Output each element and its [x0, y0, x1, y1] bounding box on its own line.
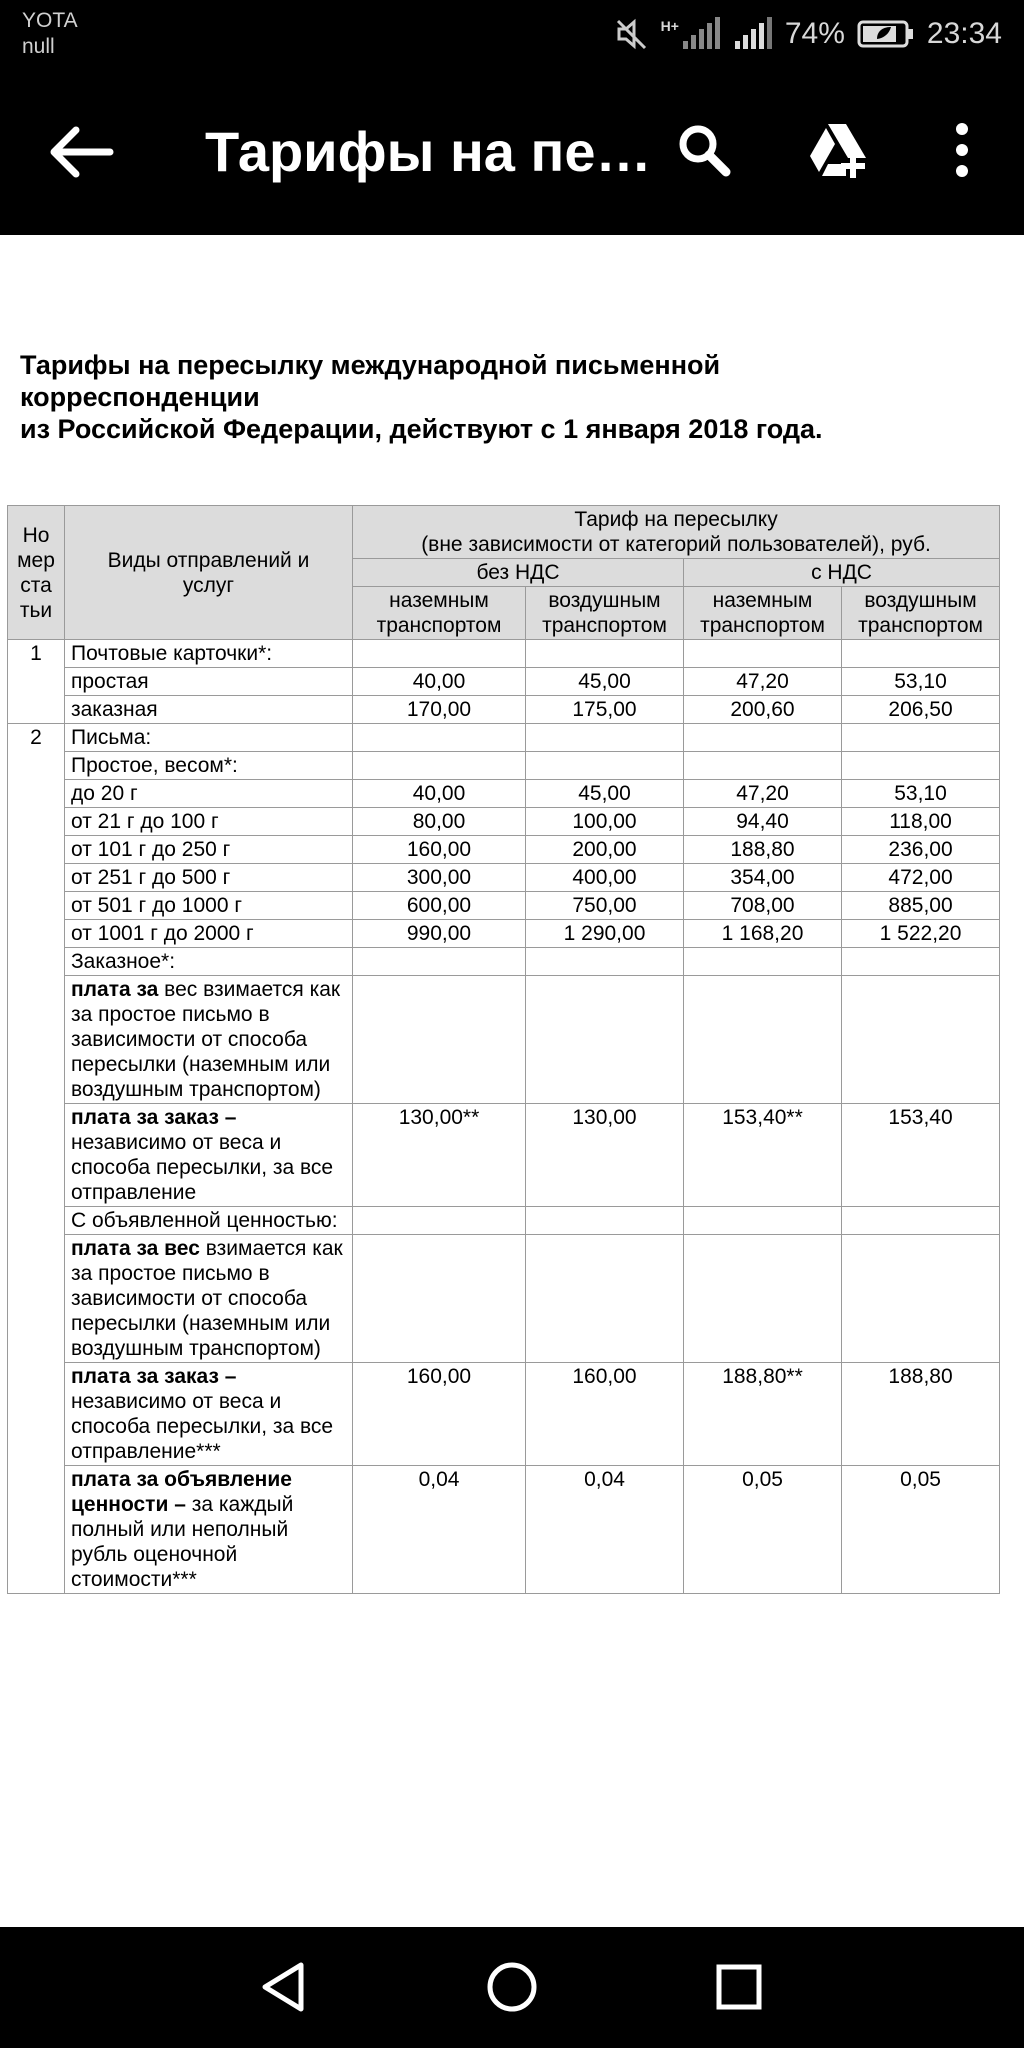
- value-air-no-vat: [526, 752, 684, 780]
- add-to-drive-icon[interactable]: [806, 118, 870, 182]
- row-label-bold: плата за заказ –: [71, 1106, 237, 1129]
- value-air-vat: 188,80: [842, 1363, 1000, 1466]
- value-air-no-vat: [526, 976, 684, 1104]
- value-ground-no-vat: [353, 976, 526, 1104]
- battery-level: 74%: [784, 17, 845, 50]
- value-air-vat: 0,05: [842, 1466, 1000, 1594]
- value-ground-vat: 354,00: [684, 864, 842, 892]
- table-row: [8, 1235, 1000, 1363]
- value-air-no-vat: [526, 948, 684, 976]
- row-label: [65, 1466, 353, 1594]
- article-number: 1: [8, 640, 65, 724]
- carrier-info: [22, 8, 78, 60]
- row-label: Письма:: [65, 724, 353, 752]
- header-tariff: [353, 506, 1000, 559]
- value-air-vat: [842, 640, 1000, 668]
- row-label: от 251 г до 500 г: [65, 864, 353, 892]
- table-row: [8, 836, 1000, 864]
- table-row: [8, 640, 1000, 668]
- value-ground-no-vat: [353, 1235, 526, 1363]
- value-air-vat: [842, 1207, 1000, 1235]
- more-options-icon[interactable]: [930, 118, 994, 182]
- search-icon[interactable]: [672, 118, 736, 182]
- header-air: воздушным транспортом: [842, 587, 1000, 640]
- value-air-vat: 1 522,20: [842, 920, 1000, 948]
- value-ground-vat: 94,40: [684, 808, 842, 836]
- header-kinds: Виды отправлений и услуг: [65, 506, 353, 640]
- row-label: [65, 1104, 353, 1207]
- tariff-table: [7, 505, 1000, 1594]
- value-air-no-vat: 200,00: [526, 836, 684, 864]
- nav-home-icon[interactable]: [482, 1957, 542, 2017]
- table-row: [8, 892, 1000, 920]
- value-ground-vat: 1 168,20: [684, 920, 842, 948]
- document-view[interactable]: [0, 235, 1024, 1927]
- value-air-vat: [842, 724, 1000, 752]
- signal-icon-2: [733, 17, 773, 51]
- nav-back-icon[interactable]: [255, 1957, 315, 2017]
- value-ground-vat: 188,80**: [684, 1363, 842, 1466]
- header-tariff-note: (вне зависимости от категорий пользователей), руб.: [421, 533, 931, 556]
- battery-icon: [857, 19, 915, 49]
- value-ground-vat: 0,05: [684, 1466, 842, 1594]
- value-ground-no-vat: 130,00**: [353, 1104, 526, 1207]
- row-label: Заказное*:: [65, 948, 353, 976]
- status-bar: [0, 0, 1024, 70]
- carrier-name: YOTA: [22, 9, 78, 32]
- value-air-vat: [842, 948, 1000, 976]
- row-label: Простое, весом*:: [65, 752, 353, 780]
- value-air-vat: 53,10: [842, 780, 1000, 808]
- navigation-bar: [0, 1927, 1024, 2048]
- value-air-no-vat: 100,00: [526, 808, 684, 836]
- value-ground-no-vat: 40,00: [353, 668, 526, 696]
- header-without-vat: без НДС: [353, 559, 684, 587]
- row-label-rest: вес взимается как за простое письмо в зависимости от способа пересылки (наземным или воздушным транспортом): [71, 978, 341, 1101]
- row-label: простая: [65, 668, 353, 696]
- row-label-bold: плата за: [71, 978, 159, 1001]
- header-tariff-title: Тариф на пересылку: [574, 508, 778, 531]
- nav-recents-icon[interactable]: [709, 1957, 769, 2017]
- row-label: от 101 г до 250 г: [65, 836, 353, 864]
- row-label: Почтовые карточки*:: [65, 640, 353, 668]
- value-ground-vat: 47,20: [684, 668, 842, 696]
- value-air-vat: [842, 976, 1000, 1104]
- value-ground-vat: [684, 948, 842, 976]
- back-icon[interactable]: [46, 124, 116, 180]
- app-title: Тарифы на пе…: [205, 120, 652, 183]
- value-ground-no-vat: 160,00: [353, 1363, 526, 1466]
- header-ground: наземным транспортом: [353, 587, 526, 640]
- value-ground-no-vat: 300,00: [353, 864, 526, 892]
- value-air-no-vat: 160,00: [526, 1363, 684, 1466]
- row-label: [65, 976, 353, 1104]
- table-row: [8, 1207, 1000, 1235]
- table-row: [8, 1104, 1000, 1207]
- document-title-line: из Российской Федерации, действуют с 1 января 2018 года.: [20, 414, 823, 444]
- document-title: [20, 349, 1000, 445]
- value-ground-no-vat: 160,00: [353, 836, 526, 864]
- value-ground-no-vat: 600,00: [353, 892, 526, 920]
- value-air-no-vat: 400,00: [526, 864, 684, 892]
- value-ground-no-vat: [353, 640, 526, 668]
- value-ground-no-vat: 170,00: [353, 696, 526, 724]
- header-air: воздушным транспортом: [526, 587, 684, 640]
- value-air-vat: [842, 752, 1000, 780]
- row-label-bold: плата за объявление ценности –: [71, 1468, 292, 1516]
- table-row: [8, 780, 1000, 808]
- row-label: от 1001 г до 2000 г: [65, 920, 353, 948]
- row-label: от 21 г до 100 г: [65, 808, 353, 836]
- value-air-vat: 53,10: [842, 668, 1000, 696]
- carrier-sub: null: [22, 35, 55, 58]
- value-air-vat: 153,40: [842, 1104, 1000, 1207]
- table-row: [8, 948, 1000, 976]
- value-ground-no-vat: [353, 752, 526, 780]
- document-title-line: корреспонденции: [20, 382, 260, 412]
- row-label-bold: плата за вес: [71, 1237, 200, 1260]
- row-label-bold: плата за заказ –: [71, 1365, 237, 1388]
- value-ground-vat: 200,60: [684, 696, 842, 724]
- value-ground-no-vat: 0,04: [353, 1466, 526, 1594]
- value-air-no-vat: 175,00: [526, 696, 684, 724]
- value-air-no-vat: 45,00: [526, 780, 684, 808]
- value-air-no-vat: [526, 640, 684, 668]
- row-label: до 20 г: [65, 780, 353, 808]
- table-header: [8, 506, 1000, 640]
- mute-icon: [615, 17, 649, 51]
- table-row: [8, 724, 1000, 752]
- value-air-no-vat: [526, 1207, 684, 1235]
- row-label-rest: взимается как за простое письмо в зависимости от способа пересылки (наземным или воздушным транспортом): [71, 1237, 343, 1360]
- article-number: 2: [8, 724, 65, 1594]
- row-label-rest: независимо от веса и способа пересылки, за все отправление: [71, 1131, 334, 1204]
- row-label: заказная: [65, 696, 353, 724]
- value-air-vat: [842, 1235, 1000, 1363]
- value-ground-vat: 708,00: [684, 892, 842, 920]
- header-ground: наземным транспортом: [684, 587, 842, 640]
- value-ground-vat: [684, 976, 842, 1104]
- value-ground-vat: [684, 1235, 842, 1363]
- table-row: [8, 864, 1000, 892]
- row-label: [65, 1363, 353, 1466]
- value-air-no-vat: [526, 1235, 684, 1363]
- header-number: Номер статьи: [8, 506, 65, 640]
- value-air-vat: 885,00: [842, 892, 1000, 920]
- signal-icon-1: [681, 17, 721, 51]
- value-air-no-vat: 750,00: [526, 892, 684, 920]
- table-row: [8, 976, 1000, 1104]
- value-air-vat: 472,00: [842, 864, 1000, 892]
- value-air-no-vat: [526, 724, 684, 752]
- value-ground-no-vat: 40,00: [353, 780, 526, 808]
- value-ground-vat: [684, 724, 842, 752]
- table-row: [8, 1363, 1000, 1466]
- value-ground-no-vat: [353, 1207, 526, 1235]
- row-label-rest: за каждый полный или неполный рубль оценочной стоимости***: [71, 1493, 294, 1591]
- network-type: H+: [660, 18, 679, 34]
- value-ground-no-vat: [353, 948, 526, 976]
- value-ground-no-vat: 80,00: [353, 808, 526, 836]
- value-air-vat: 118,00: [842, 808, 1000, 836]
- table-row: [8, 668, 1000, 696]
- table-row: [8, 1466, 1000, 1594]
- table-row: [8, 920, 1000, 948]
- value-ground-vat: [684, 1207, 842, 1235]
- value-ground-no-vat: 990,00: [353, 920, 526, 948]
- clock: 23:34: [926, 17, 1002, 50]
- document-title-line: Тарифы на пересылку международной письменной: [20, 350, 721, 380]
- value-ground-vat: [684, 752, 842, 780]
- value-ground-vat: 47,20: [684, 780, 842, 808]
- value-ground-vat: [684, 640, 842, 668]
- value-ground-no-vat: [353, 724, 526, 752]
- row-label-rest: независимо от веса и способа пересылки, за все отправление***: [71, 1390, 334, 1463]
- value-air-no-vat: 130,00: [526, 1104, 684, 1207]
- header-with-vat: с НДС: [684, 559, 1000, 587]
- value-ground-vat: 188,80: [684, 836, 842, 864]
- status-icons: [615, 14, 1002, 54]
- app-bar: [0, 70, 1024, 235]
- value-ground-vat: 153,40**: [684, 1104, 842, 1207]
- table-row: [8, 696, 1000, 724]
- value-air-no-vat: 0,04: [526, 1466, 684, 1594]
- table-row: [8, 752, 1000, 780]
- value-air-vat: 206,50: [842, 696, 1000, 724]
- value-air-vat: 236,00: [842, 836, 1000, 864]
- value-air-no-vat: 1 290,00: [526, 920, 684, 948]
- table-row: [8, 808, 1000, 836]
- row-label: С объявленной ценностью:: [65, 1207, 353, 1235]
- row-label: [65, 1235, 353, 1363]
- row-label: от 501 г до 1000 г: [65, 892, 353, 920]
- value-air-no-vat: 45,00: [526, 668, 684, 696]
